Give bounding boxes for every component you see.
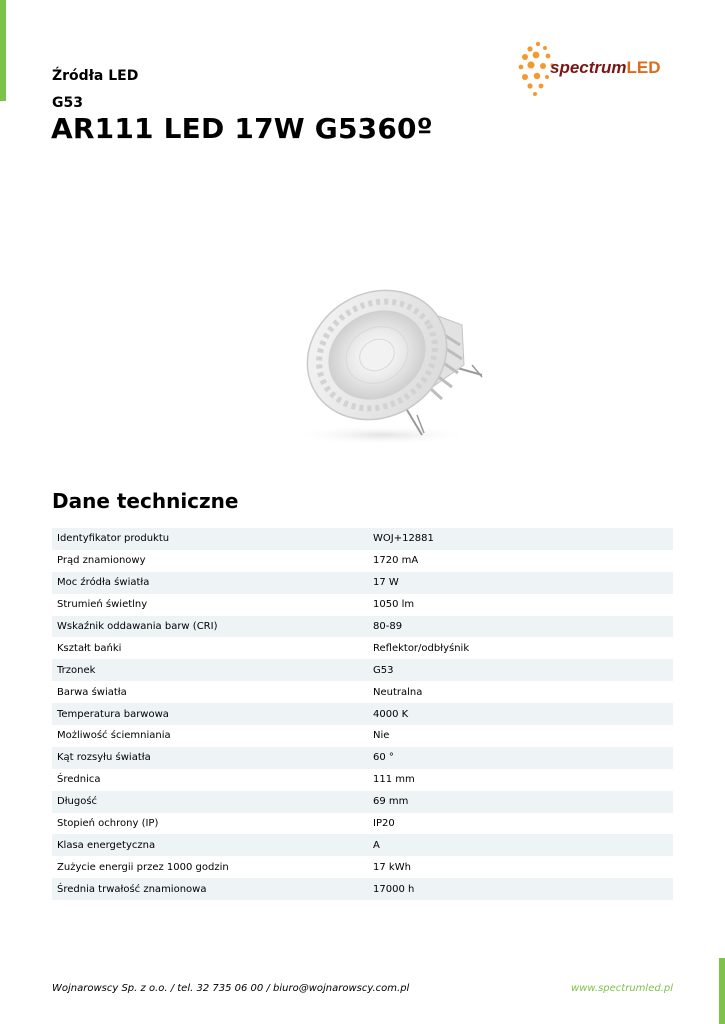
table-row: [52, 659, 673, 681]
right-accent-bar: [719, 958, 725, 1024]
ar111-led-bulb-image: [282, 255, 502, 455]
spec-value: 1720 mA: [373, 555, 419, 567]
spec-value: 17 W: [373, 577, 399, 589]
table-row: [52, 747, 673, 769]
spec-value: WOJ+12881: [373, 533, 434, 545]
table-row: [52, 878, 673, 900]
table-row: [52, 813, 673, 835]
spec-value: 17 kWh: [373, 861, 411, 873]
table-row: [52, 528, 673, 550]
spec-value: Reflektor/odbłyśnik: [373, 642, 470, 654]
spec-value: 60 °: [373, 752, 394, 764]
spec-label: Zużycie energii przez 1000 godzin: [57, 861, 229, 873]
product-title: AR111 LED 17W G5360º: [51, 112, 433, 145]
spec-label: Temperatura barwowa: [57, 708, 169, 720]
subcategory-label: G53: [52, 95, 83, 111]
spec-value: G53: [373, 664, 394, 676]
spec-value: Neutralna: [373, 686, 423, 698]
specs-table: [52, 528, 673, 900]
specs-section-title: Dane techniczne: [52, 489, 239, 513]
table-row: [52, 703, 673, 725]
table-row: [52, 791, 673, 813]
spec-value: 111 mm: [373, 774, 415, 786]
logo-wordmark: [550, 58, 661, 78]
table-row: [52, 725, 673, 747]
footer-website-link[interactable]: www.spectrumled.pl: [571, 983, 673, 994]
spec-label: Trzonek: [57, 664, 96, 676]
spec-label: Kąt rozsyłu światła: [57, 752, 151, 764]
category-label: Źródła LED: [52, 68, 139, 84]
spec-value: Nie: [373, 730, 390, 742]
spec-value: IP20: [373, 818, 395, 830]
spec-value: 80-89: [373, 621, 403, 632]
spec-label: Możliwość ściemniania: [57, 730, 171, 742]
spec-label: Identyfikator produktu: [57, 533, 170, 545]
spec-label: Wskaźnik oddawania barw (CRI): [57, 621, 218, 632]
left-accent-bar: [0, 0, 6, 101]
spec-label: Długość: [57, 796, 98, 808]
spectrum-led-logo: [518, 40, 668, 98]
spec-label: Kształt bańki: [57, 642, 122, 654]
spec-value: 1050 lm: [373, 599, 415, 611]
logo-word-spectrum: spectrum: [550, 58, 627, 77]
table-row: [52, 550, 673, 572]
table-row: [52, 769, 673, 791]
table-row: [52, 594, 673, 616]
table-row: [52, 834, 673, 856]
spec-value: A: [373, 839, 380, 851]
logo-word-led: LED: [626, 58, 661, 77]
spec-value: 69 mm: [373, 796, 409, 808]
spec-value: 4000 K: [373, 708, 409, 720]
spec-value: 17000 h: [373, 883, 415, 895]
table-row: [52, 637, 673, 659]
spec-label: Barwa światła: [57, 686, 127, 698]
spec-label: Średnia trwałość znamionowa: [57, 883, 207, 895]
footer-contact-info: Wojnarowscy Sp. z o.o. / tel. 32 735 06 00 / biuro@wojnarowscy.com.pl: [52, 983, 410, 994]
table-row: [52, 681, 673, 703]
spec-label: Strumień świetlny: [57, 599, 148, 611]
table-row: [52, 856, 673, 878]
spec-label: Prąd znamionowy: [57, 555, 146, 567]
spec-label: Stopień ochrony (IP): [57, 818, 159, 830]
spec-label: Klasa energetyczna: [57, 839, 156, 851]
table-row: [52, 572, 673, 594]
spec-label: Moc źródła światła: [57, 577, 150, 589]
spec-label: Średnica: [57, 774, 101, 786]
table-row: [52, 616, 673, 638]
